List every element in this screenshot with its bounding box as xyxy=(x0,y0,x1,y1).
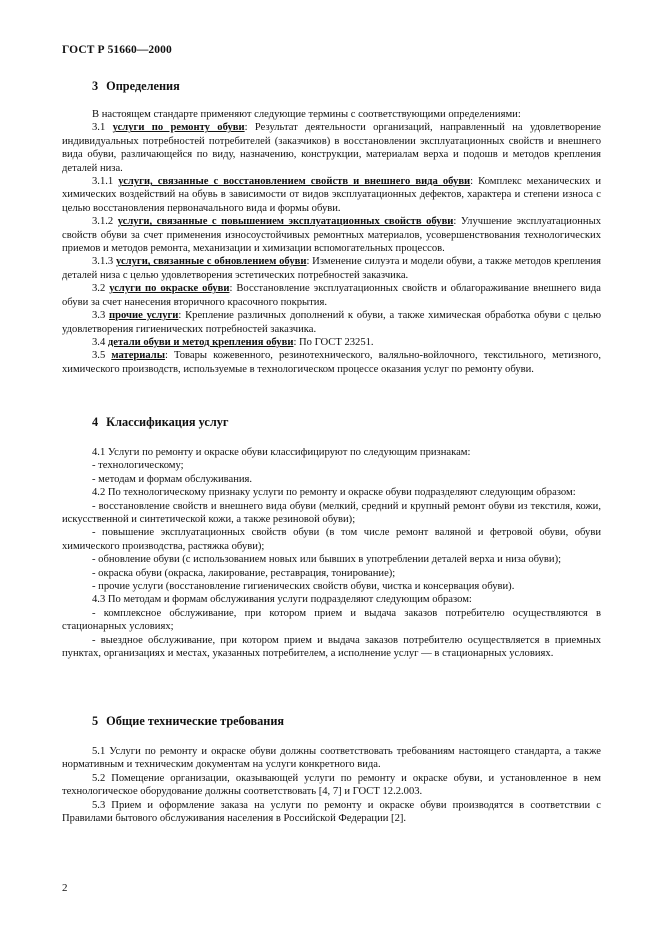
section-title: Определения xyxy=(106,79,180,93)
definition-3-1-2: 3.1.2 услуги, связанные с повышением эксплуатационных свойств обуви: Улучшение эксплуатационных свойств обуви за счет применения износоустойчивых ремонтных материалов, усовершенствования технологических приемов и методов ремонта, механизации и химизации вспомогательных процессов. xyxy=(62,216,601,255)
section-5-heading xyxy=(92,715,284,728)
paragraph-4-2: 4.2 По технологическому признаку услуги по ремонту и окраске обуви подразделяют следующим образом: xyxy=(92,487,576,499)
paragraph-5-3: 5.3 Прием и оформление заказа на услуги по ремонту и окраске обуви производятся в соответствии с Правилами бытового обслуживания населения в Российской Федерации [2]. xyxy=(62,799,601,825)
section-number: 3 xyxy=(92,79,99,93)
list-item: - технологическому; xyxy=(92,460,184,472)
term: материалы xyxy=(111,350,166,362)
section-title: Классификация услуг xyxy=(106,415,229,429)
page-number: 2 xyxy=(62,882,68,894)
paragraph-5-1: 5.1 Услуги по ремонту и окраске обуви должны соответствовать требованиям настоящего стандарта, а также нормативным и техническим документам на услуги конкретного вида. xyxy=(62,746,601,771)
definition-3-1-1: 3.1.1 услуги, связанные с восстановлением свойств и внешнего вида обуви: Комплекс механических и химических воздействий на обувь в зависимости от видов эксплуатационных дефектов, характера и степени износа с целью восстановления первоначального вида и формы обуви. xyxy=(62,176,601,214)
definition-3-4: 3.4 детали обуви и метод крепления обуви: По ГОСТ 23251. xyxy=(92,336,374,348)
term: детали обуви и метод крепления обуви xyxy=(107,336,294,348)
term: услуги, связанные с восстановлением свойств и внешнего вида обуви xyxy=(118,176,471,188)
standard-header: ГОСТ Р 51660—2000 xyxy=(62,44,172,56)
list-item: - прочие услуги (восстановление гигиенических свойств обуви, чистка и консервация обуви). xyxy=(92,581,515,593)
list-item: - окраска обуви (окраска, лакирование, реставрация, тонирование); xyxy=(92,567,396,579)
list-item: - повышение эксплуатационных свойств обуви (в том числе ремонт валяной и фетровой обуви, обуви химического производства, растяжка обуви); xyxy=(62,527,601,552)
list-item: - выездное обслуживание, при котором прием и выдача заказов потребителю осуществляется в приемных пунктах, организациях и местах, указанных потребителем, а исполнение услуг — в стационарных условиях. xyxy=(62,634,601,660)
term: услуги по окраске обуви xyxy=(109,283,230,295)
paragraph-4-3: 4.3 По методам и формам обслуживания услуги подразделяют следующим образом: xyxy=(92,594,472,606)
term: услуги, связанные с обновлением обуви xyxy=(115,256,307,268)
term: услуги по ремонту обуви xyxy=(112,122,245,134)
list-item: - комплексное обслуживание, при котором прием и выдача заказов потребителю осуществляются в стационарных условиях; xyxy=(62,607,601,633)
section-3-heading xyxy=(92,80,180,93)
definition-3-2: 3.2 услуги по окраске обуви: Восстановление эксплуатационных свойств и облагораживание внешнего вида обуви за счет нанесения вторичного красочного покрытия. xyxy=(62,283,601,308)
list-item: - методам и формам обслуживания. xyxy=(92,473,253,485)
list-item: - восстановление свойств и внешнего вида обуви (мелкий, средний и крупный ремонт обуви из текстиля, кожи, искусственной и синтетической кожи, а также резиновой обуви); xyxy=(62,500,601,526)
section-4-heading xyxy=(92,416,229,429)
term: прочие услуги xyxy=(109,310,179,322)
list-item: - обновление обуви (с использованием новых или бывших в употреблении деталей верха и низа обуви); xyxy=(92,554,562,566)
section-number: 4 xyxy=(92,415,99,429)
term: услуги, связанные с повышением эксплуатационных свойств обуви xyxy=(117,216,454,228)
paragraph: В настоящем стандарте применяют следующие термины с соответствующими определениями: xyxy=(92,109,521,120)
section-5-body xyxy=(62,745,601,825)
section-3-body xyxy=(62,108,601,376)
paragraph-4-1: 4.1 Услуги по ремонту и окраске обуви классифицируют по следующим признакам: xyxy=(92,447,471,458)
section-4-body xyxy=(62,446,601,661)
section-title: Общие технические требования xyxy=(106,714,285,728)
definition-3-1-3: 3.1.3 услуги, связанные с обновлением обуви: Изменение силуэта и модели обуви, а также методов крепления деталей низа с целью удовлетворения эстетических потребностей заказчика. xyxy=(62,256,602,281)
paragraph-5-2: 5.2 Помещение организации, оказывающей услуги по ремонту и окраске обуви, и установленное в нем технологическое оборудование должны соответствовать [4, 7] и ГОСТ 12.2.003. xyxy=(62,772,601,798)
section-number: 5 xyxy=(92,714,99,728)
definition-3-1: 3.1 услуги по ремонту обуви: Результат деятельности организаций, направленный на удовлетворение индивидуальных потребностей потребителей (заказчиков) в восстановлении эксплуатационных свойств и внешнего вида обуви, различающейся по виду, назначению, конструкции, материалам верха и подошв и методов крепления деталей низа. xyxy=(62,122,601,174)
definition-3-3: 3.3 прочие услуги: Крепление различных дополнений к обуви, а также химическая обработка обуви с целью удовлетворения гигиенических потребностей заказчика. xyxy=(62,310,601,335)
definition-3-5: 3.5 материалы: Товары кожевенного, резинотехнического, валяльно-войлочного, текстильного, метизного, химического производств, используемые в технологическом процессе оказания услуг по ремонту обуви. xyxy=(62,350,601,375)
